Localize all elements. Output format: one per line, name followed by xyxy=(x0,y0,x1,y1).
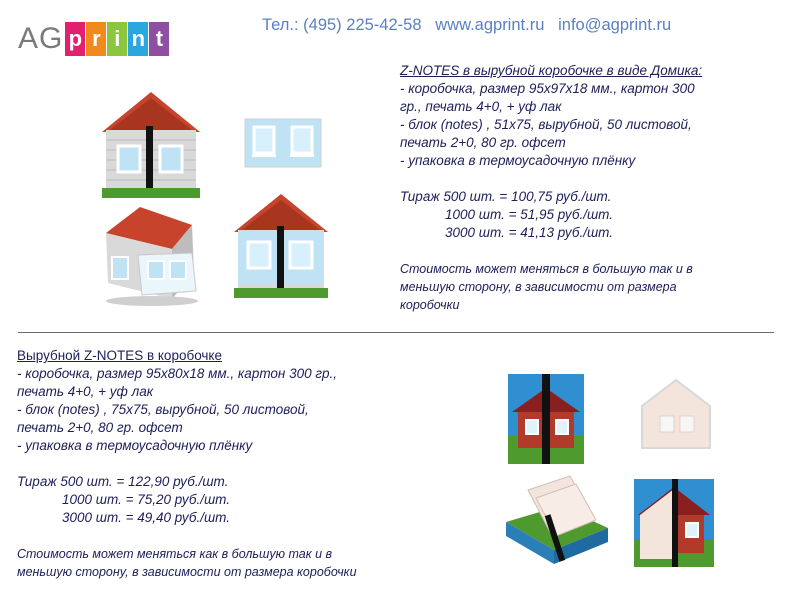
logo-ag-text: AG xyxy=(18,22,64,55)
logo-tile: r xyxy=(86,22,106,56)
price-line: 3000 шт. = 49,40 руб./шт. xyxy=(17,510,231,525)
spec-line: - блок (notes) , 75х75, вырубной, 50 листовой, xyxy=(17,402,309,417)
agprint-logo xyxy=(18,12,169,66)
notes-house-shape-image xyxy=(638,376,714,452)
spec-line: - упаковка в термоусадочную плёнку xyxy=(400,153,636,168)
price-line: 1000 шт. = 75,20 руб./шт. xyxy=(17,492,231,507)
price-line: 1000 шт. = 51,95 руб./шт. xyxy=(400,207,614,222)
logo-tile: p xyxy=(65,22,85,56)
price-note-line: Стоимость может меняться в большую так и в xyxy=(400,262,693,276)
house-box-front-image xyxy=(100,90,202,200)
contact-line: Тел.: (495) 225-42-58 www.agprint.ru info@agprint.ru xyxy=(262,16,672,34)
spec-line: печать 2+0, 80 гр. офсет xyxy=(400,135,566,150)
logo-tile: i xyxy=(107,22,127,56)
logo-tile: n xyxy=(128,22,148,56)
square-box-notes-house-image xyxy=(634,479,714,567)
logo-tile: t xyxy=(149,22,169,56)
spec-line: печать 2+0, 80 гр. офсет xyxy=(17,420,183,435)
square-box-open-image xyxy=(500,470,612,570)
product-title: Вырубной Z-NOTES в коробочке xyxy=(17,348,222,363)
house-box-open-image xyxy=(100,203,204,307)
price-note-line: Стоимость может меняться как в большую так и в xyxy=(17,547,333,561)
price-line: 3000 шт. = 41,13 руб./шт. xyxy=(400,225,614,240)
product-title: Z-NOTES в вырубной коробочке в виде Домика: xyxy=(400,63,703,78)
spec-line: - коробочка, размер 95х97х18 мм., картон 300 xyxy=(400,81,695,96)
spec-line: печать 4+0, + уф лак xyxy=(17,384,154,399)
price-note-line: меньшую сторону, в зависимости от размера коробочки xyxy=(17,565,357,579)
price-note-line: меньшую сторону, в зависимости от размера xyxy=(400,280,677,294)
house-box-notes-image xyxy=(232,192,330,302)
logo-print-tiles xyxy=(65,22,169,56)
spec-line: - упаковка в термоусадочную плёнку xyxy=(17,438,253,453)
spec-line: - блок (notes) , 51х75, вырубной, 50 листовой, xyxy=(400,117,692,132)
spec-line: - коробочка, размер 95х80х18 мм., картон 300 гр., xyxy=(17,366,338,381)
notes-block-image xyxy=(244,118,322,168)
price-line: Тираж 500 шт. = 122,90 руб./шт. xyxy=(17,474,229,489)
square-box-brick-house-image xyxy=(508,374,584,464)
price-line: Тираж 500 шт. = 100,75 руб./шт. xyxy=(400,189,612,204)
price-note-line: коробочки xyxy=(400,298,460,312)
section-divider xyxy=(18,332,774,333)
product-description-die-cut-box xyxy=(17,347,437,581)
spec-line: гр., печать 4+0, + уф лак xyxy=(400,99,562,114)
product-description-house-box xyxy=(400,62,790,314)
